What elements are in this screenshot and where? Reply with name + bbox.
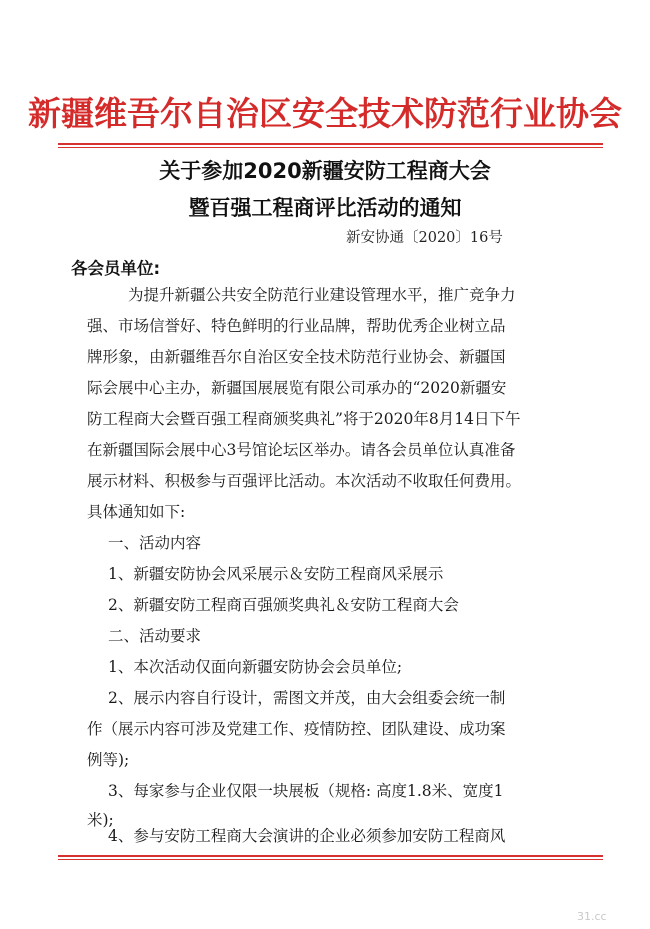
body-line: 强、市场信誉好、特色鲜明的行业品牌，帮助优秀企业树立品 xyxy=(87,317,506,335)
list-item: 1、本次活动仅面向新疆安防协会会员单位; xyxy=(108,658,403,676)
salutation: 各会员单位: xyxy=(71,259,161,278)
footer-divider xyxy=(58,855,603,857)
notice-title-line1: 关于参加2020新疆安防工程商大会 xyxy=(159,159,491,183)
list-item: 1、新疆安防协会风采展示＆安防工程商风采展示 xyxy=(108,565,444,583)
section-heading-requirements: 二、活动要求 xyxy=(108,627,202,645)
body-line: 为提升新疆公共安全防范行业建设管理水平，推广竞争力 xyxy=(128,286,516,304)
list-item: 4、参与安防工程商大会演讲的企业必须参加安防工程商风 xyxy=(108,827,506,845)
list-item: 3、每家参与企业仅限一块展板（规格: 高度1.8米、宽度1 xyxy=(108,782,504,800)
body-line: 防工程商大会暨百强工程商颁奖典礼”将于2020年8月14日下午 xyxy=(87,410,521,428)
list-item: 2、展示内容自行设计，需图文并茂，由大会组委会统一制 xyxy=(108,689,506,707)
notice-title-line2: 暨百强工程商评比活动的通知 xyxy=(188,196,462,220)
body-line: 在新疆国际会展中心3号馆论坛区举办。请各会员单位认真准备 xyxy=(87,441,516,459)
header-divider-thin xyxy=(58,147,603,148)
list-item-continuation: 米); xyxy=(87,811,114,829)
document-number: 新安协通〔2020〕16号 xyxy=(346,230,503,246)
body-line: 际会展中心主办，新疆国展展览有限公司承办的“2020新疆安 xyxy=(87,379,507,397)
header-divider xyxy=(58,143,603,145)
list-item-continuation: 作（展示内容可涉及党建工作、疫情防控、团队建设、成功案 xyxy=(87,720,506,738)
section-heading-content: 一、活动内容 xyxy=(108,534,202,552)
watermark: 31.cc xyxy=(577,910,607,923)
body-line: 展示材料、积极参与百强评比活动。本次活动不收取任何费用。 xyxy=(87,472,522,490)
list-item: 2、新疆安防工程商百强颁奖典礼＆安防工程商大会 xyxy=(108,596,459,614)
body-line: 具体通知如下: xyxy=(87,503,186,521)
list-item-continuation: 例等); xyxy=(87,751,130,769)
body-line: 牌形象，由新疆维吾尔自治区安全技术防范行业协会、新疆国 xyxy=(87,348,506,366)
footer-divider-thin xyxy=(58,859,603,860)
org-header: 新疆维吾尔自治区安全技术防范行业协会 xyxy=(28,94,622,133)
